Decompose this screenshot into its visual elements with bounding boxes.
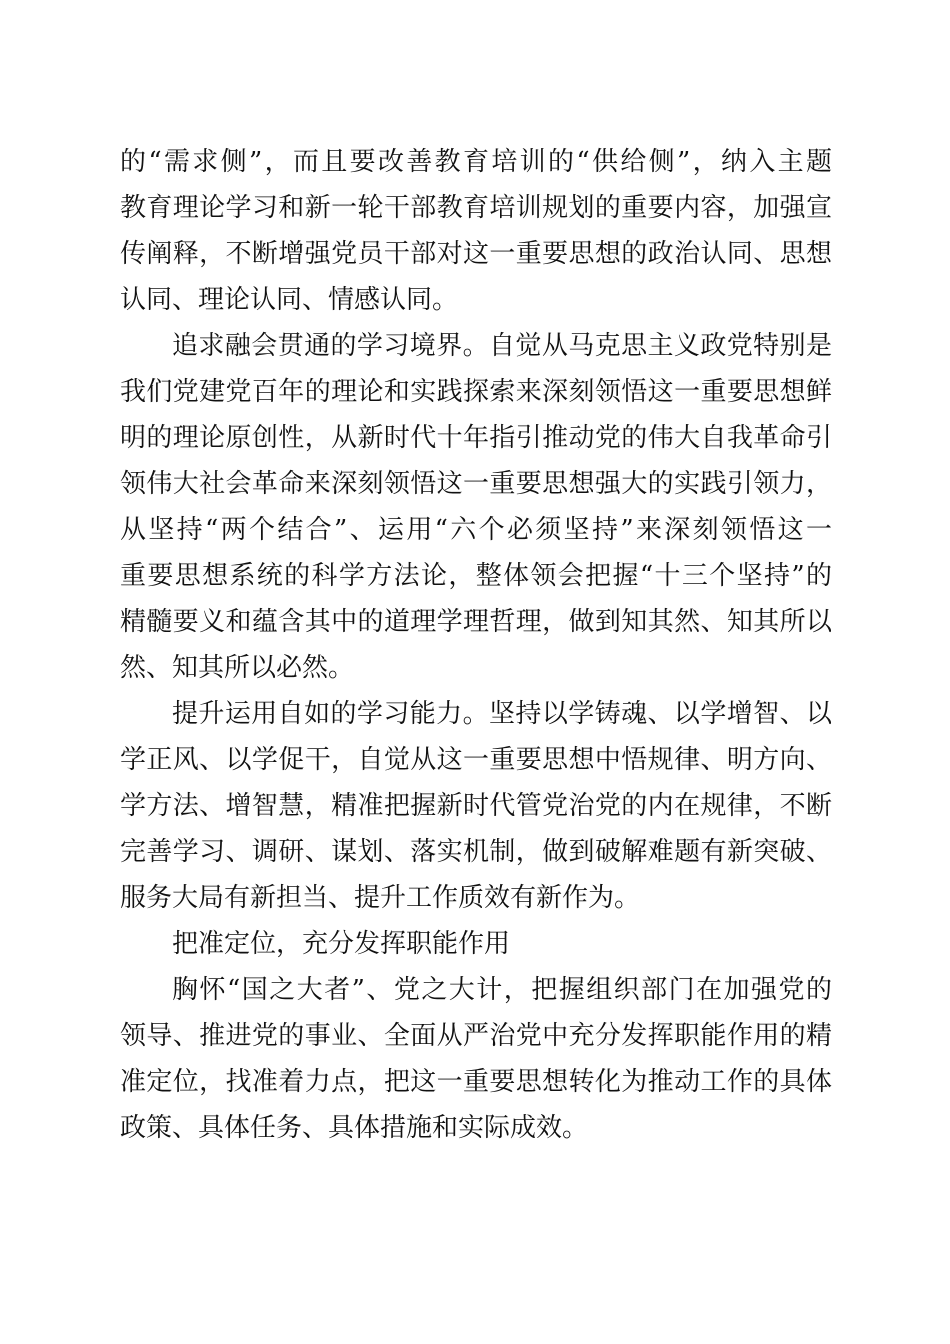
text-line: 政策、具体任务、具体措施和实际成效。: [120, 1113, 589, 1143]
text-line: 领伟大社会革命来深刻领悟这一重要思想强大的实践引领力，: [120, 469, 832, 499]
text-line: 传阐释，不断增强党员干部对这一重要思想的政治认同、思想: [120, 239, 832, 269]
paragraph-heading-line: 追求融会贯通的学习境界。自觉从马克思主义政党特别是: [172, 331, 832, 361]
paragraph-heading-line: 提升运用自如的学习能力。坚持以学铸魂、以学增智、以: [172, 699, 832, 729]
text-line: 我们党建党百年的理论和实践探索来深刻领悟这一重要思想鲜: [120, 377, 832, 407]
paragraph-first-line: 胸怀“国之大者”、党之大计，把握组织部门在加强党的: [172, 975, 832, 1005]
text-line: 从坚持“两个结合”、运用“六个必须坚持”来深刻领悟这一: [120, 515, 832, 545]
text-line: 教育理论学习和新一轮干部教育培训规划的重要内容，加强宣: [120, 193, 832, 223]
text-line: 的“需求侧”，而且要改善教育培训的“供给侧”，纳入主题: [120, 147, 832, 177]
section-heading: 把准定位，充分发挥职能作用: [172, 929, 511, 959]
text-line: 完善学习、调研、谋划、落实机制，做到破解难题有新突破、: [120, 837, 832, 867]
text-line: 领导、推进党的事业、全面从严治党中充分发挥职能作用的精: [120, 1021, 832, 1051]
text-line: 学方法、增智慧，精准把握新时代管党治党的内在规律，不断: [120, 791, 832, 821]
text-line: 认同、理论认同、情感认同。: [120, 285, 459, 315]
text-line: 然、知其所以必然。: [120, 653, 355, 683]
text-line: 重要思想系统的科学方法论，整体领会把握“十三个坚持”的: [120, 561, 832, 591]
text-line: 服务大局有新担当、提升工作质效有新作为。: [120, 883, 641, 913]
text-line: 明的理论原创性，从新时代十年指引推动党的伟大自我革命引: [120, 423, 832, 453]
text-line: 准定位，找准着力点，把这一重要思想转化为推动工作的具体: [120, 1067, 832, 1097]
text-line: 精髓要义和蕴含其中的道理学理哲理，做到知其然、知其所以: [120, 607, 832, 637]
text-line: 学正风、以学促干，自觉从这一重要思想中悟规律、明方向、: [120, 745, 832, 775]
